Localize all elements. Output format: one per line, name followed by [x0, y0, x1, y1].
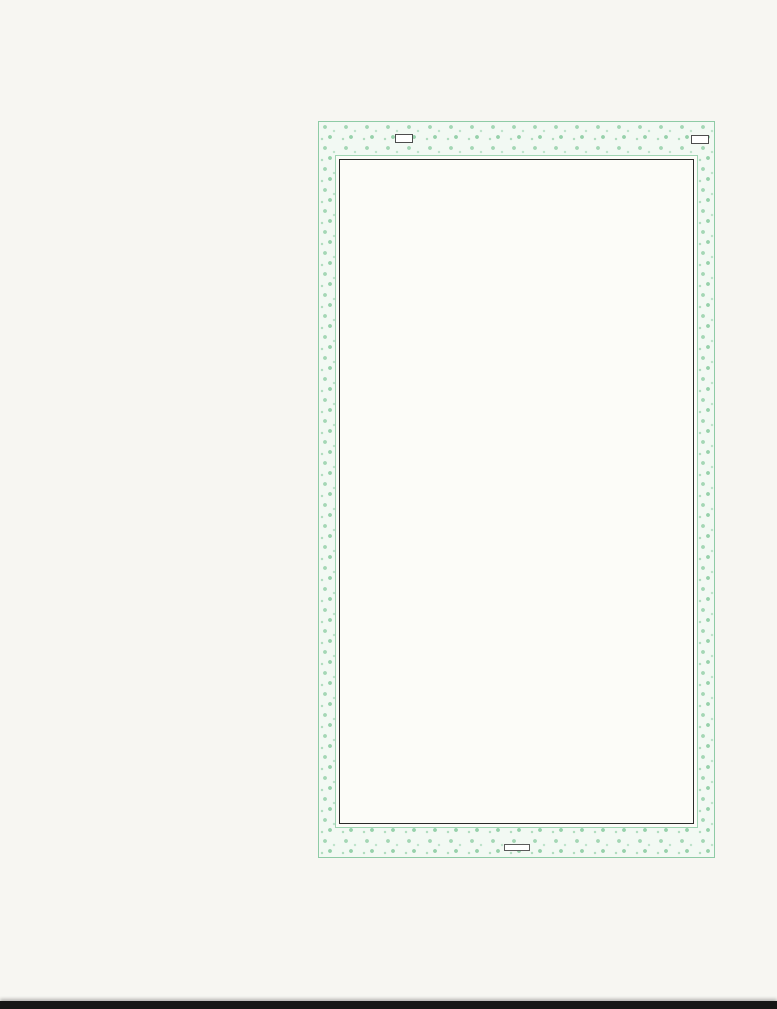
- scan-edge-bar: [0, 1001, 777, 1009]
- juz-name-plate: [691, 135, 709, 144]
- quran-inner-frame: [339, 159, 694, 824]
- quran-text-box: [318, 121, 715, 858]
- surah-name-plate: [395, 134, 413, 143]
- manzil-plate: [504, 844, 530, 851]
- ruku-margin-marker: [282, 462, 300, 473]
- verse-list: [342, 161, 691, 822]
